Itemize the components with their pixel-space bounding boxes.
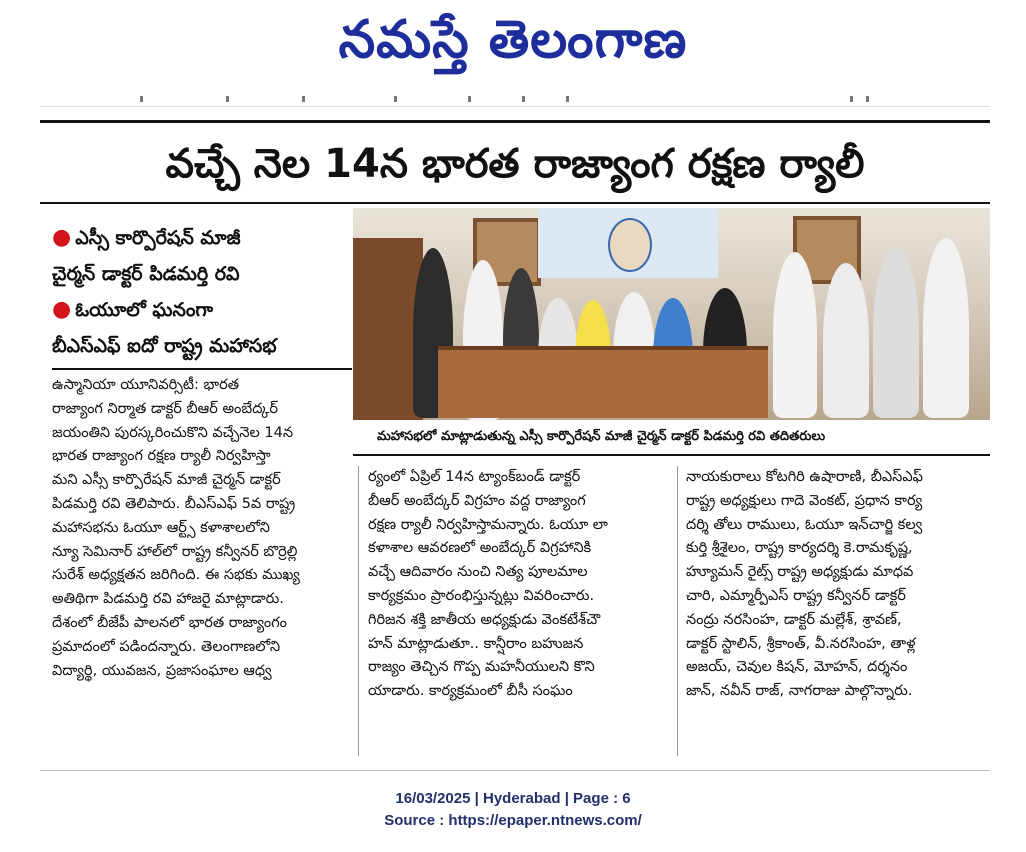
text-line: నాయకురాలు కోటగిరి ఉషారాణి, బీఎస్ఎఫ్ bbox=[686, 469, 923, 485]
text-line: అజయ్, చెవుల కిషన్, మోహన్, దర్శనం bbox=[686, 659, 908, 676]
masthead-strip bbox=[40, 96, 990, 107]
text-line: హన్ మాట్లాడుతూ.. కాన్షీరాం బహుజన bbox=[368, 635, 584, 652]
text-line: కార్యక్రమం ప్రారంభిస్తున్నట్లు వివరించారు. bbox=[368, 587, 595, 604]
newspaper-masthead: నమస్తే తెలంగాణ bbox=[338, 9, 688, 70]
headline-bottom-rule bbox=[40, 202, 990, 204]
text-line: డాక్టర్ స్టాలిన్, శ్రీకాంత్, వీ.నరసింహ, తాళ్ల bbox=[686, 635, 916, 652]
text-line: గిరిజన శక్తి జాతీయ అధ్యక్షుడు వెంకటేశ్‌చౌ bbox=[368, 611, 601, 628]
text-line: చారి, ఎమ్మార్పీఎస్ రాష్ట్ర కన్వీనర్ డాక్టర్ bbox=[686, 587, 906, 604]
footer-source-line: Source : https://epaper.ntnews.com/ bbox=[384, 812, 642, 829]
text-line: జాన్, నవీన్ రాజ్, నాగరాజు పాల్గొన్నారు. bbox=[686, 683, 913, 700]
bullet-marker-icon: ● bbox=[52, 297, 72, 322]
text-line: విద్యార్థి, యువజన, ప్రజాసంఘాల ఆధ్వ bbox=[52, 662, 272, 679]
photo-person bbox=[923, 238, 969, 418]
bullet-marker-icon: ● bbox=[52, 225, 72, 250]
text-line: నంద్రు నరసింహ, డాక్టర్ మల్లేశ్, శ్రావణ్, bbox=[686, 611, 902, 628]
article-bullets bbox=[52, 220, 352, 364]
text-line: వచ్చే ఆదివారం నుంచి నిత్య పూలమాల bbox=[368, 564, 588, 581]
column-divider bbox=[677, 466, 678, 756]
text-line: జయంతిని పురస్కరించుకొని వచ్చేనెల 14న bbox=[52, 424, 294, 441]
page-footer bbox=[0, 788, 1026, 832]
text-line: రాజ్యం తెచ్చిన గొప్ప మహనీయులని కొని bbox=[368, 659, 595, 676]
banner-portrait bbox=[608, 218, 652, 272]
text-line: ప్రమాదంలో పడిందన్నారు. తెలంగాణలోని bbox=[52, 638, 281, 655]
text-line: న్యూ సెమినార్ హాల్‌లో రాష్ట్ర కన్వీనర్ బొర్రెల్లి bbox=[52, 543, 298, 560]
text-line: కళాశాల ఆవరణలో అంబేద్కర్ విగ్రహానికి bbox=[368, 540, 592, 557]
article-column-2 bbox=[368, 466, 668, 704]
photo-banner bbox=[538, 208, 718, 278]
text-line: రాజ్యాంగ నిర్మాత డాక్టర్ బీఆర్ అంబేద్కర్ bbox=[52, 400, 279, 417]
footer-rule bbox=[40, 770, 990, 777]
headline-top-rule bbox=[40, 120, 990, 123]
text-line: రక్షణ ర్యాలీ నిర్వహిస్తామన్నారు. ఓయూ లా bbox=[368, 516, 608, 533]
article-headline: వచ్చే నెల 14న భారత రాజ్యాంగ రక్షణ ర్యాలీ bbox=[165, 141, 865, 187]
bullet-line: చైర్మన్ డాక్టర్ పిడమర్తి రవి bbox=[52, 263, 240, 285]
text-line: భారత రాజ్యాంగ రక్షణ ర్యాలీ నిర్వహిస్తా bbox=[52, 448, 271, 465]
bullet-line: ● ఓయూలో ఘనంగా bbox=[52, 297, 213, 322]
bullets-rule bbox=[52, 368, 352, 370]
text-line: హ్యూమన్ రైట్స్ రాష్ట్ర అధ్యక్షుడు మాధవ bbox=[686, 564, 914, 581]
text-line: సురేశ్ అధ్యక్షతన జరిగింది. ఈ సభకు ముఖ్య bbox=[52, 567, 300, 584]
text-line: బీఆర్ అంబేద్కర్ విగ్రహం వద్ద రాజ్యాంగ bbox=[368, 492, 586, 509]
text-line: మహాసభను ఓయూ ఆర్ట్స్ కళాశాలలోని bbox=[52, 519, 270, 536]
bullet-line: బీఎస్ఎఫ్ ఐదో రాష్ట్ర మహాసభ bbox=[52, 335, 277, 357]
bullet-line: ● ఎస్సీ కార్పొరేషన్ మాజీ bbox=[52, 225, 241, 250]
text-line: దేశంలో బీజేపీ పాలనలో భారత రాజ్యాంగం bbox=[52, 614, 287, 631]
text-line: కుర్తి శ్రీశైలం, రాష్ట్ర కార్యదర్శి కె.రామకృష్ణ, bbox=[686, 540, 913, 557]
text-line: ర్యంలో ఏప్రిల్ 14న ట్యాంక్‌బండ్ డాక్టర్ bbox=[368, 469, 581, 485]
text-line: రాష్ట్ర అధ్యక్షులు గాదె వెంకట్, ప్రధాన కార్య bbox=[686, 492, 923, 509]
article-column-3 bbox=[686, 466, 990, 704]
text-line: దర్శి తోలు రాములు, ఓయూ ఇన్‌చార్జి కల్వ bbox=[686, 516, 923, 533]
text-line: పిడమర్తి రవి తెలిపారు. బీఎస్ఎఫ్ 5వ రాష్ట్ర bbox=[52, 495, 296, 512]
text-line: యాడారు. కార్యక్రమంలో బీసీ సంఘం bbox=[368, 683, 573, 700]
column-divider bbox=[358, 466, 359, 756]
footer-date-line: 16/03/2025 | Hyderabad | Page : 6 bbox=[395, 790, 631, 807]
photo-caption: మహాసభలో మాట్లాడుతున్న ఎస్సీ కార్పొరేషన్ మాజీ చైర్మన్ డాక్టర్ పిడమర్తి రవి తదితరులు bbox=[353, 422, 990, 456]
photo-person bbox=[823, 263, 869, 418]
photo-person bbox=[773, 252, 817, 418]
text-line: మని ఎస్సీ కార్పొరేషన్ మాజీ చైర్మన్ డాక్టర్ bbox=[52, 472, 281, 489]
article-column-1 bbox=[52, 374, 342, 683]
photo-person bbox=[873, 248, 919, 418]
text-line: ఉస్మానియా యూనివర్సిటీ: భారత bbox=[52, 377, 239, 393]
photo-table bbox=[438, 346, 768, 418]
article-photo bbox=[353, 208, 990, 420]
text-line: అతిథిగా పిడమర్తి రవి హాజరై మాట్లాడారు. bbox=[52, 591, 284, 608]
